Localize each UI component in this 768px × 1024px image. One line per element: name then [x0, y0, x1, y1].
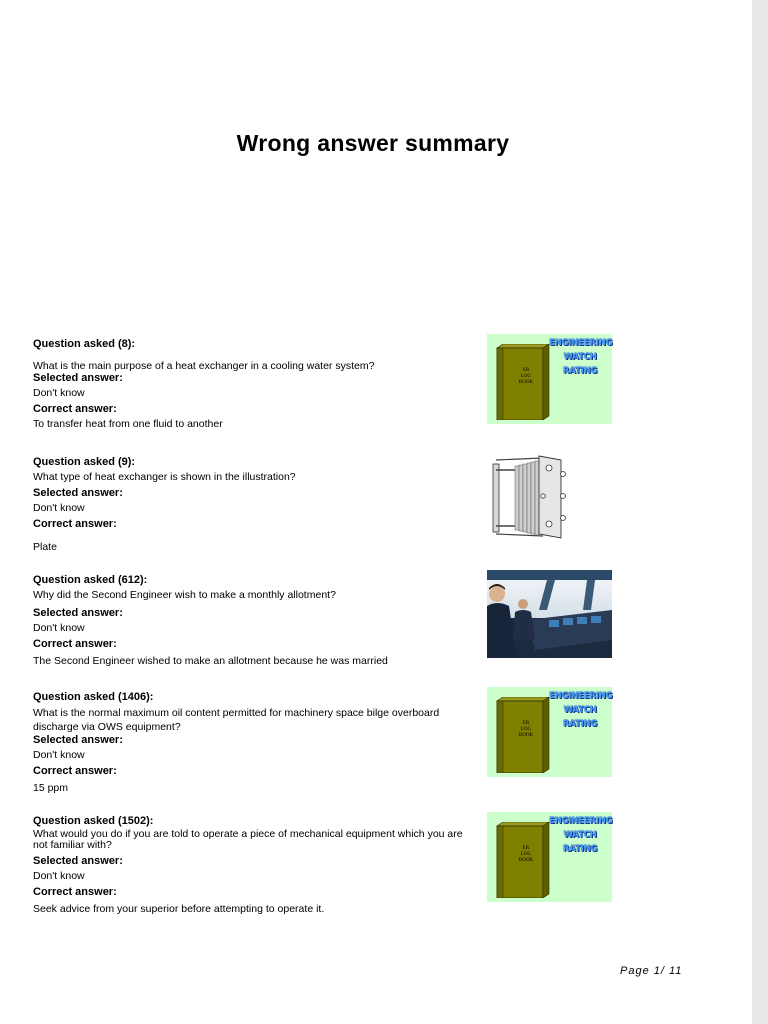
correct-answer-label: Correct answer:: [33, 765, 117, 777]
correct-answer-value: Plate: [33, 541, 57, 553]
question-block: [33, 574, 473, 667]
book-cover-text: ER LOG BOOK: [518, 368, 534, 385]
engineering-watch-rating-banner: ENGINEERING WATCH RATING: [549, 691, 613, 729]
question-text: What is the main purpose of a heat exchanger in a cooling water system?: [33, 360, 375, 372]
book-cover-text: ER LOG BOOK: [518, 846, 534, 863]
engineering-watch-rating-banner: ENGINEERING WATCH RATING: [549, 338, 613, 376]
selected-answer-value: Don't know: [33, 387, 85, 399]
er-log-book-icon: [487, 334, 612, 424]
correct-answer-label: Correct answer:: [33, 403, 117, 415]
correct-answer-value: 15 ppm: [33, 782, 69, 794]
selected-answer-label: Selected answer:: [33, 607, 123, 619]
selected-answer-value: Don't know: [33, 502, 85, 514]
correct-answer-value: Seek advice from your superior before attempting to operate it.: [33, 903, 325, 915]
page-title: Wrong answer summary: [236, 130, 510, 156]
question-heading: Question asked (9):: [33, 456, 136, 468]
question-heading: Question asked (8):: [33, 338, 136, 350]
engine-control-room-photo: [487, 570, 612, 658]
question-text: What type of heat exchanger is shown in the illustration?: [33, 471, 296, 483]
question-text: Why did the Second Engineer wish to make a monthly allotment?: [33, 589, 336, 601]
correct-answer-label: Correct answer:: [33, 638, 117, 650]
question-heading: Question asked (612):: [33, 574, 148, 586]
question-text: What would you do if you are told to operate a piece of mechanical equipment which you are not familiar with?: [33, 828, 463, 851]
selected-answer-label: Selected answer:: [33, 487, 123, 499]
plate-heat-exchanger-icon: [487, 452, 612, 542]
selected-answer-value: Don't know: [33, 870, 85, 882]
er-log-book-icon: [487, 812, 612, 902]
correct-answer-value: To transfer heat from one fluid to another: [33, 418, 223, 430]
correct-answer-value: The Second Engineer wished to make an allotment because he was married: [33, 655, 388, 667]
question-block: [33, 815, 473, 915]
question-block: [33, 691, 473, 794]
page-number: Page 1/ 11: [620, 965, 683, 977]
question-block: [33, 456, 473, 553]
selected-answer-label: Selected answer:: [33, 855, 123, 867]
question-heading: Question asked (1406):: [33, 691, 154, 703]
selected-answer-value: Don't know: [33, 622, 85, 634]
correct-answer-label: Correct answer:: [33, 518, 117, 530]
correct-answer-label: Correct answer:: [33, 886, 117, 898]
engineering-watch-rating-banner: ENGINEERING WATCH RATING: [549, 816, 613, 854]
question-text: What is the normal maximum oil content permitted for machinery space bilge overboard discharge via OWS equipment?: [33, 707, 440, 733]
selected-answer-label: Selected answer:: [33, 734, 123, 746]
selected-answer-value: Don't know: [33, 749, 85, 761]
question-block: [33, 338, 473, 430]
er-log-book-icon: [487, 687, 612, 777]
book-cover-text: ER LOG BOOK: [518, 721, 534, 738]
selected-answer-label: Selected answer:: [33, 372, 123, 384]
question-heading: Question asked (1502):: [33, 815, 154, 827]
